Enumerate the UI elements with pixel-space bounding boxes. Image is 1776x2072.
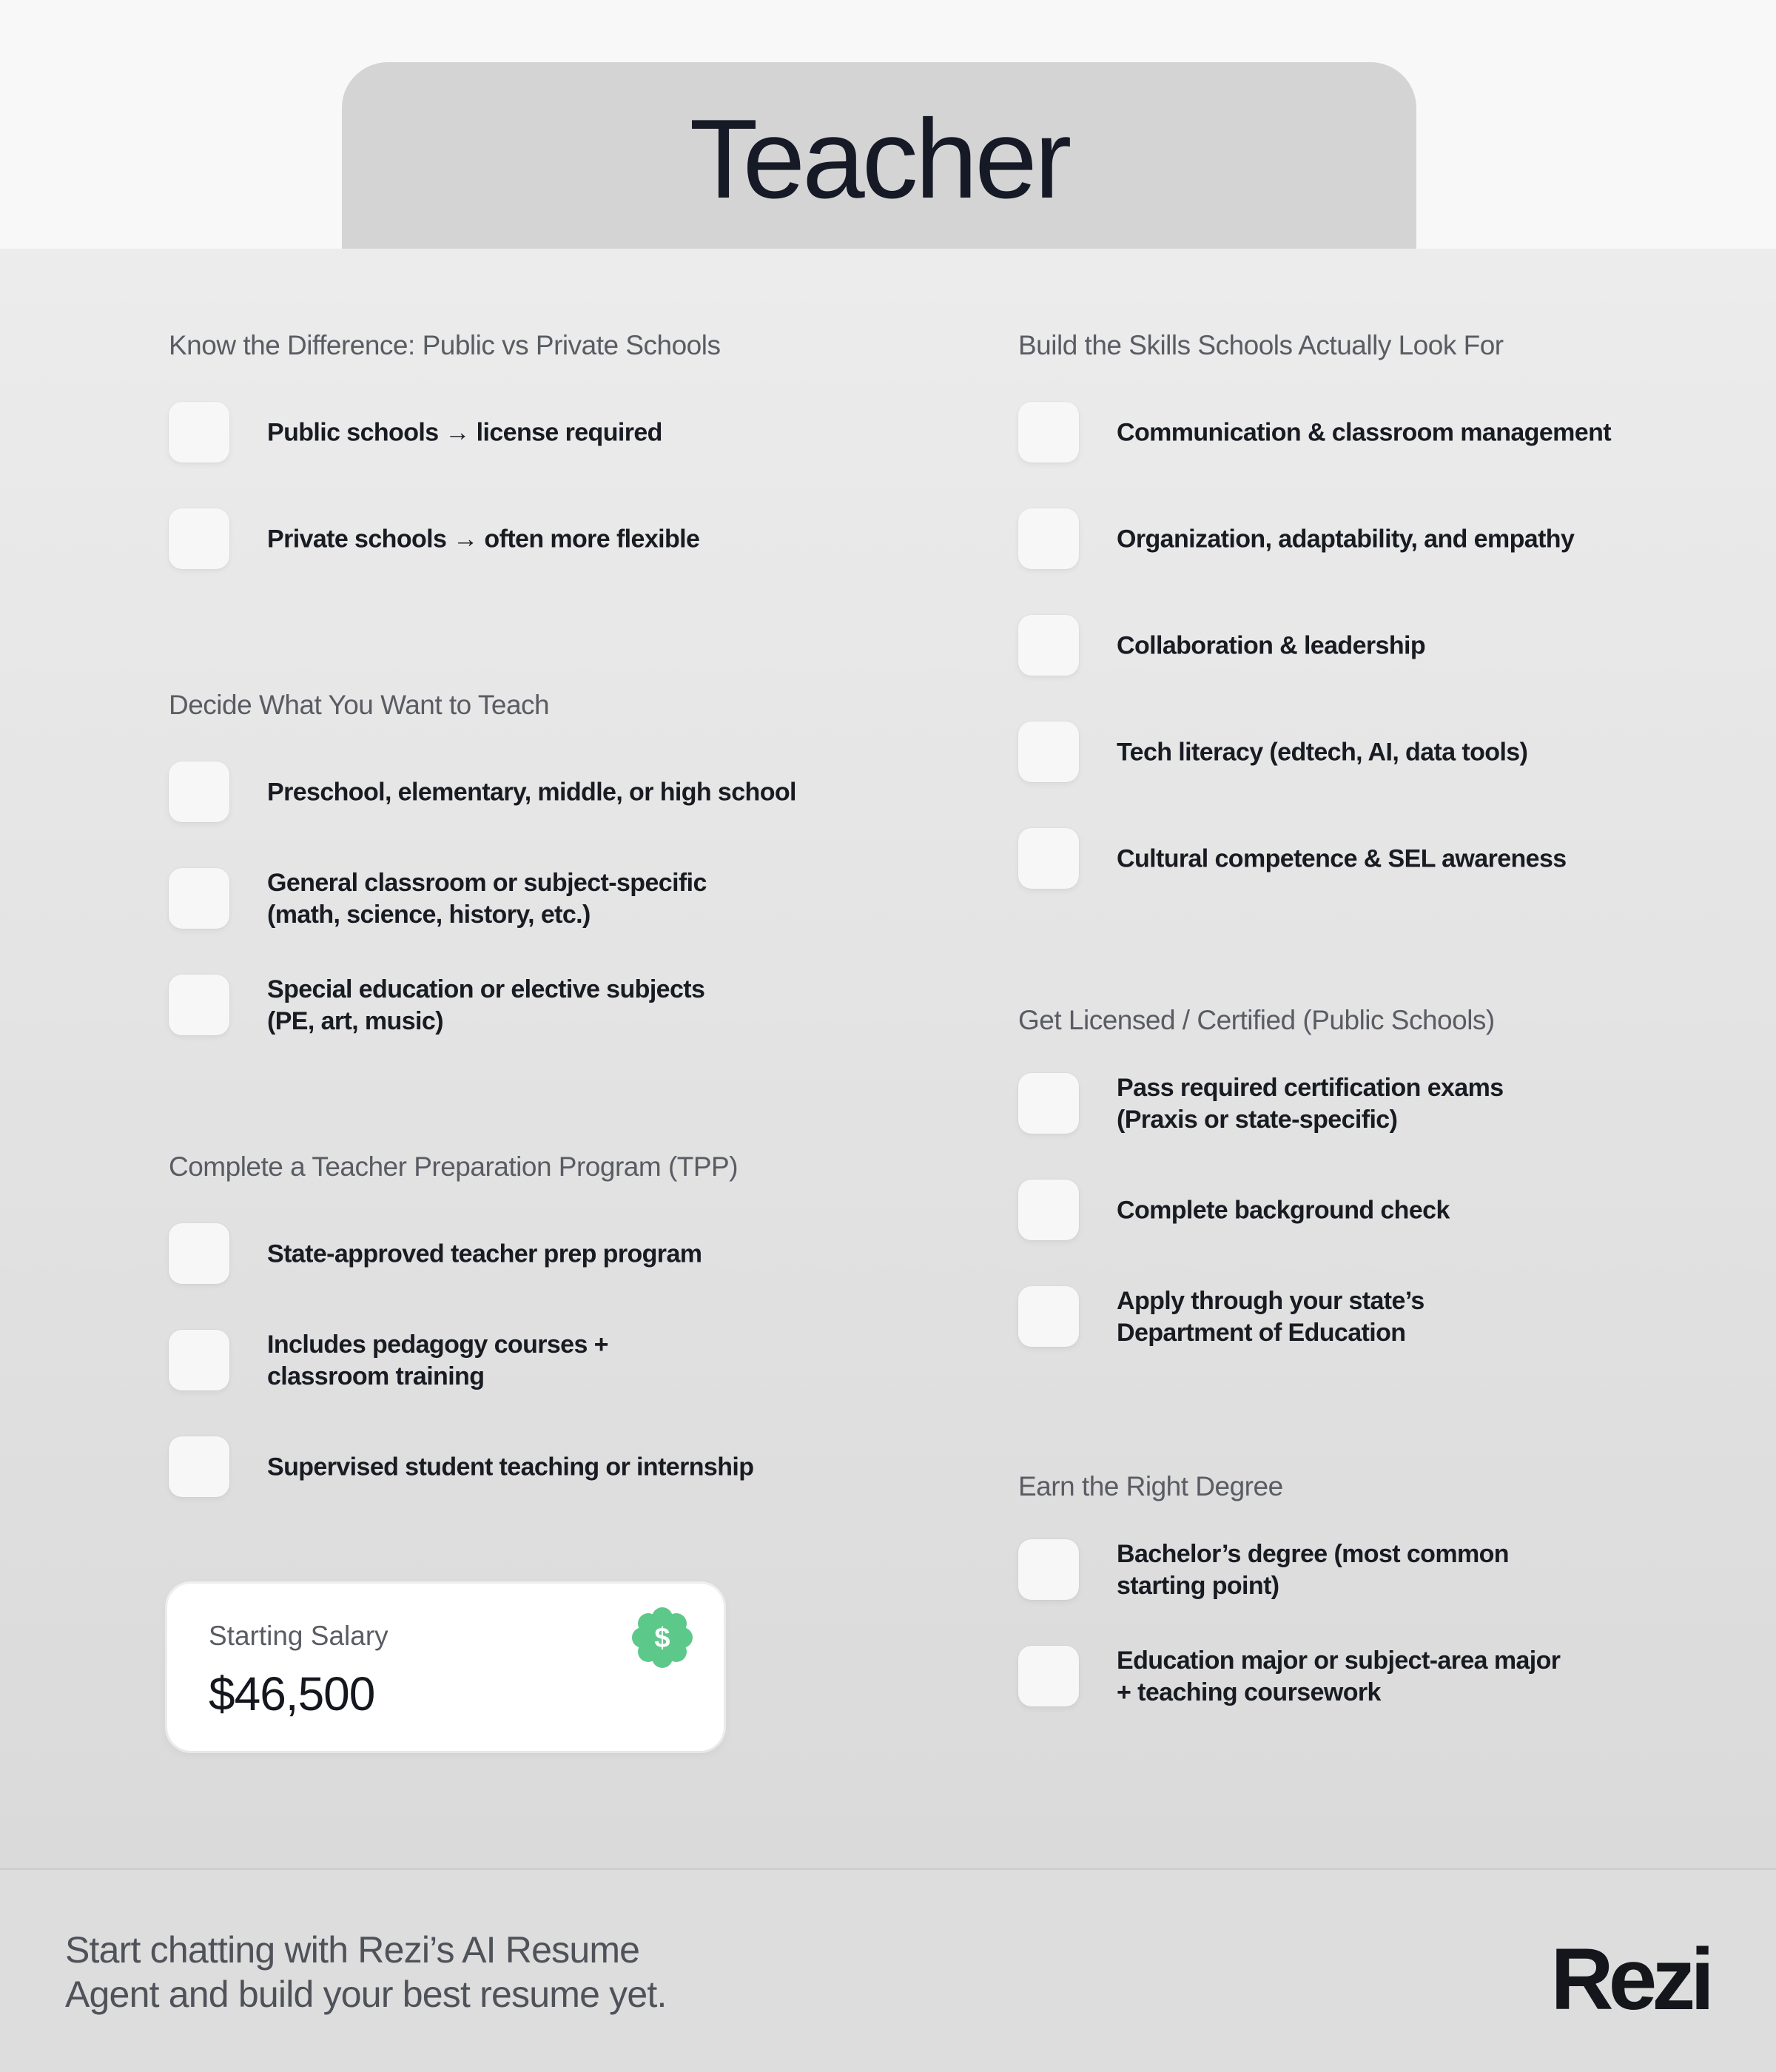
dollar-symbol: $ bbox=[654, 1623, 670, 1654]
checkbox[interactable] bbox=[1018, 1646, 1079, 1706]
item-label: State-approved teacher prep program bbox=[267, 1240, 702, 1268]
item-label: Pass required certification exams (Praxis or state-specific) bbox=[1117, 1074, 1504, 1134]
checklist-item bbox=[169, 1223, 835, 1285]
footer bbox=[0, 1868, 1776, 2072]
item-label: Education major or subject-area major + teaching coursework bbox=[1117, 1646, 1561, 1706]
checkbox[interactable] bbox=[169, 1436, 229, 1497]
checklist-item bbox=[1018, 1646, 1684, 1708]
item-label: Includes pedagogy courses + classroom training bbox=[267, 1331, 608, 1390]
item-label: Preschool, elementary, middle, or high school bbox=[267, 778, 796, 807]
checkbox[interactable] bbox=[169, 508, 229, 569]
item-label: Apply through your state’s Department of Education bbox=[1117, 1287, 1424, 1347]
checkbox[interactable] bbox=[169, 868, 229, 929]
checklist-item bbox=[1018, 402, 1684, 464]
checkbox[interactable] bbox=[1018, 508, 1079, 569]
checkbox[interactable] bbox=[169, 402, 229, 462]
checklist-item bbox=[169, 402, 835, 464]
item-label: Bachelor’s degree (most common starting point) bbox=[1117, 1540, 1509, 1600]
section-title: Decide What You Want to Teach bbox=[169, 690, 550, 720]
checklist-item bbox=[169, 1330, 835, 1392]
checklist-item bbox=[1018, 722, 1684, 784]
section-title: Know the Difference: Public vs Private Schools bbox=[169, 330, 721, 360]
checklist-item bbox=[169, 1436, 835, 1498]
section-title: Build the Skills Schools Actually Look For bbox=[1018, 330, 1504, 360]
checklist-item bbox=[1018, 1073, 1684, 1135]
checklist-item bbox=[1018, 1539, 1684, 1601]
checkbox[interactable] bbox=[1018, 1073, 1079, 1134]
checkbox[interactable] bbox=[169, 761, 229, 822]
item-label: Public schools → license required bbox=[267, 418, 662, 447]
item-label: Collaboration & leadership bbox=[1117, 631, 1426, 660]
item-label: Complete background check bbox=[1117, 1196, 1450, 1225]
checklist-item bbox=[1018, 1180, 1684, 1242]
salary-card bbox=[167, 1584, 724, 1751]
checkbox[interactable] bbox=[1018, 402, 1079, 462]
checkbox[interactable] bbox=[169, 1330, 229, 1390]
footer-cta-text: Start chatting with Rezi’s AI Resume Agent and build your best resume yet. bbox=[65, 1929, 667, 2015]
checkbox[interactable] bbox=[1018, 722, 1079, 782]
item-label: Private schools → often more flexible bbox=[267, 525, 700, 554]
salary-label: Starting Salary bbox=[209, 1621, 388, 1651]
section-title: Complete a Teacher Preparation Program (TPP) bbox=[169, 1151, 739, 1182]
checklist-item bbox=[1018, 615, 1684, 677]
checklist-item bbox=[169, 761, 835, 824]
checkbox[interactable] bbox=[1018, 1180, 1079, 1240]
checklist-item bbox=[169, 508, 835, 571]
item-label: Supervised student teaching or internship bbox=[267, 1453, 754, 1481]
checklist-item bbox=[1018, 828, 1684, 890]
section-title: Earn the Right Degree bbox=[1018, 1471, 1283, 1501]
checklist-item bbox=[169, 868, 835, 930]
item-label: General classroom or subject-specific (math, science, history, etc.) bbox=[267, 869, 707, 929]
item-label: Cultural competence & SEL awareness bbox=[1117, 844, 1567, 873]
rezi-logo[interactable]: Rezi bbox=[1550, 1931, 1709, 2028]
checkbox[interactable] bbox=[1018, 1286, 1079, 1347]
checkbox[interactable] bbox=[169, 1223, 229, 1284]
item-label: Communication & classroom management bbox=[1117, 418, 1611, 447]
item-label: Organization, adaptability, and empathy bbox=[1117, 525, 1575, 554]
section-title: Get Licensed / Certified (Public Schools) bbox=[1018, 1005, 1495, 1035]
item-label: Special education or elective subjects (PE, art, music) bbox=[267, 975, 705, 1035]
checkbox[interactable] bbox=[169, 975, 229, 1035]
item-label: Tech literacy (edtech, AI, data tools) bbox=[1117, 738, 1528, 767]
checklist-item bbox=[169, 975, 835, 1037]
checklist-item bbox=[1018, 1286, 1684, 1348]
checkbox[interactable] bbox=[1018, 615, 1079, 676]
checkbox[interactable] bbox=[1018, 1539, 1079, 1600]
salary-value: $46,500 bbox=[209, 1667, 375, 1720]
title-tab bbox=[342, 62, 1416, 250]
dollar-badge-icon bbox=[630, 1606, 694, 1669]
checkbox[interactable] bbox=[1018, 828, 1079, 889]
page-title: Teacher bbox=[689, 95, 1069, 222]
checklist-item bbox=[1018, 508, 1684, 571]
